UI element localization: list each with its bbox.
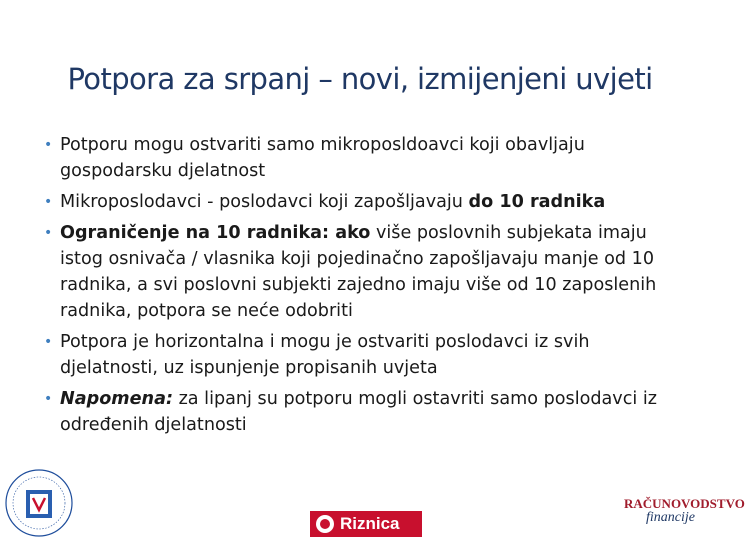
association-logo: [4, 468, 74, 538]
bullet-text: Potporu mogu ostvariti samo mikroposldoavci koji obavljaju gospodarsku djelatnost: [60, 135, 585, 181]
bullet-item: [36, 386, 676, 438]
bullet-dot-icon: •: [44, 391, 53, 407]
racunovodstvo-logo: [624, 496, 745, 540]
bullet-dot-icon: •: [44, 137, 53, 153]
bullet-item: [36, 220, 676, 324]
bullet-text-bold: do 10 radnika: [468, 192, 606, 212]
bullet-text-bold-italic: Napomena:: [60, 389, 173, 409]
bullet-text: za lipanj su potporu mogli ostavriti samo poslodavci iz određenih djelatnosti: [60, 389, 657, 435]
racunovodstvo-logo-top: RAČUNOVODSTVO: [624, 496, 745, 511]
bullet-text-bold: Ograničenje na 10 radnika: ako: [60, 223, 371, 243]
bullet-item: [36, 189, 676, 215]
bullet-dot-icon: •: [44, 334, 53, 350]
bullet-dot-icon: •: [44, 194, 53, 210]
slide-title: Potpora za srpanj – novi, izmijenjeni uvjeti: [67, 62, 653, 96]
bullet-item: [36, 329, 676, 381]
riznica-logo: [310, 511, 422, 537]
bullet-text: Potpora je horizontalna i mogu je ostvariti poslodavci iz svih djelatnosti, uz ispunjenje propisanih uvjeta: [60, 332, 590, 378]
riznica-emblem-icon: [316, 515, 334, 533]
bullet-text: više poslovnih subjekata imaju istog osnivača / vlasnika koji pojedinačno zapošljavaju manje od 10 radnika, a svi poslovni subjekti zajedno imaju više od 10 zaposlenih radnika, potpora se neće odobriti: [60, 223, 657, 321]
riznica-logo-text: Riznica: [340, 514, 400, 533]
bullet-item: [36, 132, 676, 184]
bullet-dot-icon: •: [44, 225, 53, 241]
top-band: [0, 0, 720, 30]
bullet-list: [36, 132, 676, 443]
racunovodstvo-logo-bottom: financije: [646, 510, 695, 525]
bullet-text: Mikroposlodavci - poslodavci koji zapošljavaju: [60, 192, 469, 212]
